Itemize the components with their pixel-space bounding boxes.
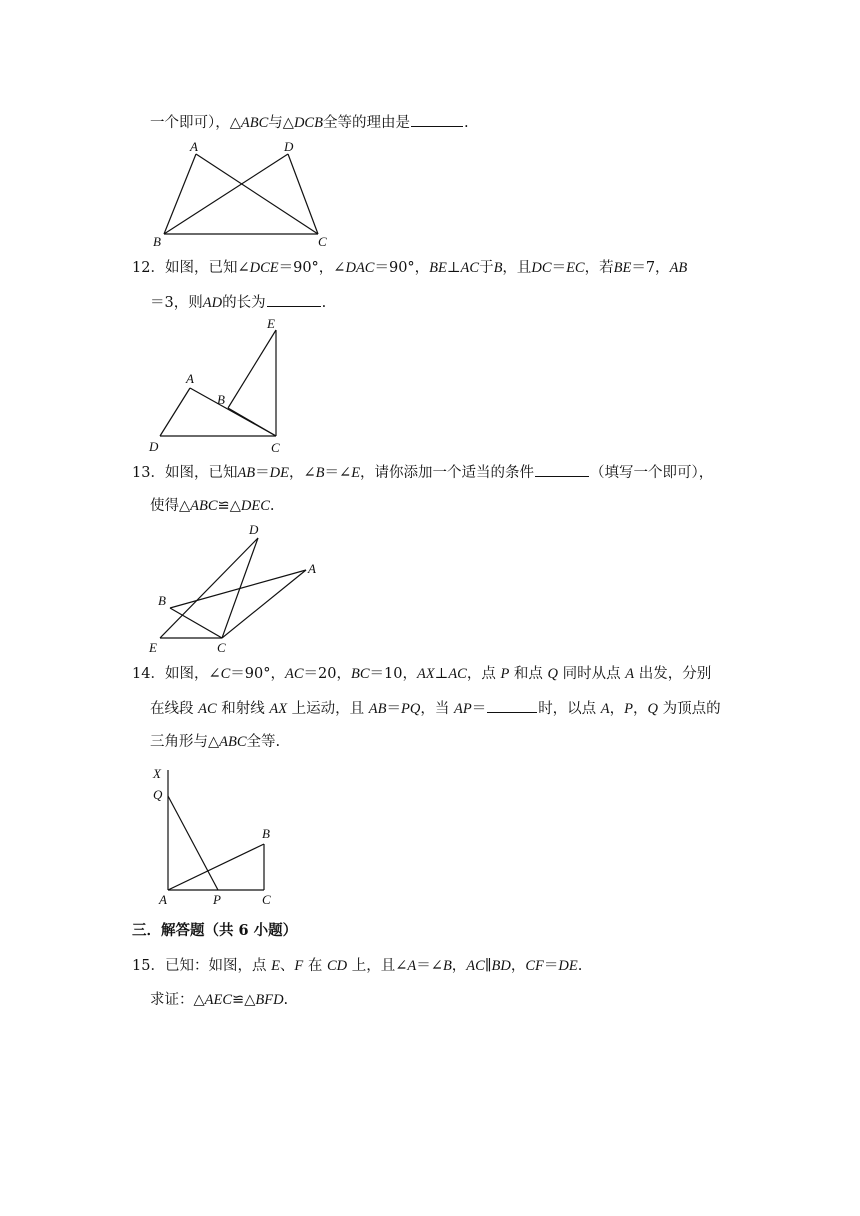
label-B: B <box>217 392 225 407</box>
section-title: 三．解答题（共 6 小题） <box>132 922 298 939</box>
q14-line1: 14．如图，∠C＝90°，AC＝20，BC＝10，AX⊥AC，点 P 和点 Q 同时从点 A 出发，分别 <box>132 666 712 682</box>
label-X: X <box>153 766 161 781</box>
label-A: A <box>159 892 167 907</box>
label-E: E <box>149 640 157 655</box>
q11-line: 一个即可），△ABC与△DCB全等的理由是 . <box>150 112 469 133</box>
q13-line1: 13．如图，已知AB＝DE，∠B＝∠E，请你添加一个适当的条件 （填写一个即可）， <box>132 462 713 483</box>
q12-line2: ＝3，则AD的长为 . <box>150 292 326 313</box>
q12-text1: 如图，已知∠DCE＝90°，∠DAC＝90°，BE⊥AC于B，且DC＝EC，若BE＝7，AB <box>164 260 688 276</box>
label-P: P <box>213 892 221 907</box>
q13-text1: 如图，已知AB＝DE，∠B＝∠E，请你添加一个适当的条件 <box>164 465 535 481</box>
label-D: D <box>149 439 159 454</box>
label-B: B <box>153 234 161 249</box>
label-A: A <box>190 139 198 154</box>
label-E: E <box>267 316 275 331</box>
label-B: B <box>158 593 166 608</box>
q15-line2: 求证：△AEC≌△BFD. <box>150 992 289 1008</box>
label-D: D <box>284 139 294 154</box>
q14-text2: 在线段 AC 和射线 AX 上运动，且 AB＝PQ，当 AP＝ <box>150 701 487 717</box>
label-C: C <box>271 440 280 455</box>
q15-text1: 已知：如图，点 E、F 在 CD 上，且∠A＝∠B，AC∥BD，CF＝DE. <box>164 958 583 974</box>
label-A: A <box>308 561 316 576</box>
q12-line1: 12．如图，已知∠DCE＝90°，∠DAC＝90°，BE⊥AC于B，且DC＝EC，若BE＝7，AB <box>132 260 688 276</box>
q15-line1: 15．已知：如图，点 E、F 在 CD 上，且∠A＝∠B，AC∥BD，CF＝DE. <box>132 958 583 974</box>
label-A: A <box>186 371 194 386</box>
q13-line2: 使得△ABC≌△DEC. <box>150 498 275 514</box>
label-D: D <box>249 522 259 537</box>
label-C: C <box>318 234 327 249</box>
q14-line3: 三角形与△ABC全等. <box>150 734 281 750</box>
q14-text2-tail: 时，以点 A，P，Q 为顶点的 <box>538 701 721 717</box>
label-C: C <box>262 892 271 907</box>
label-B: B <box>262 826 270 841</box>
label-C: C <box>217 640 226 655</box>
q14-text1: 如图，∠C＝90°，AC＝20，BC＝10，AX⊥AC，点 P 和点 Q 同时从点 A 出发，分别 <box>164 666 712 682</box>
label-Q: Q <box>153 787 163 802</box>
